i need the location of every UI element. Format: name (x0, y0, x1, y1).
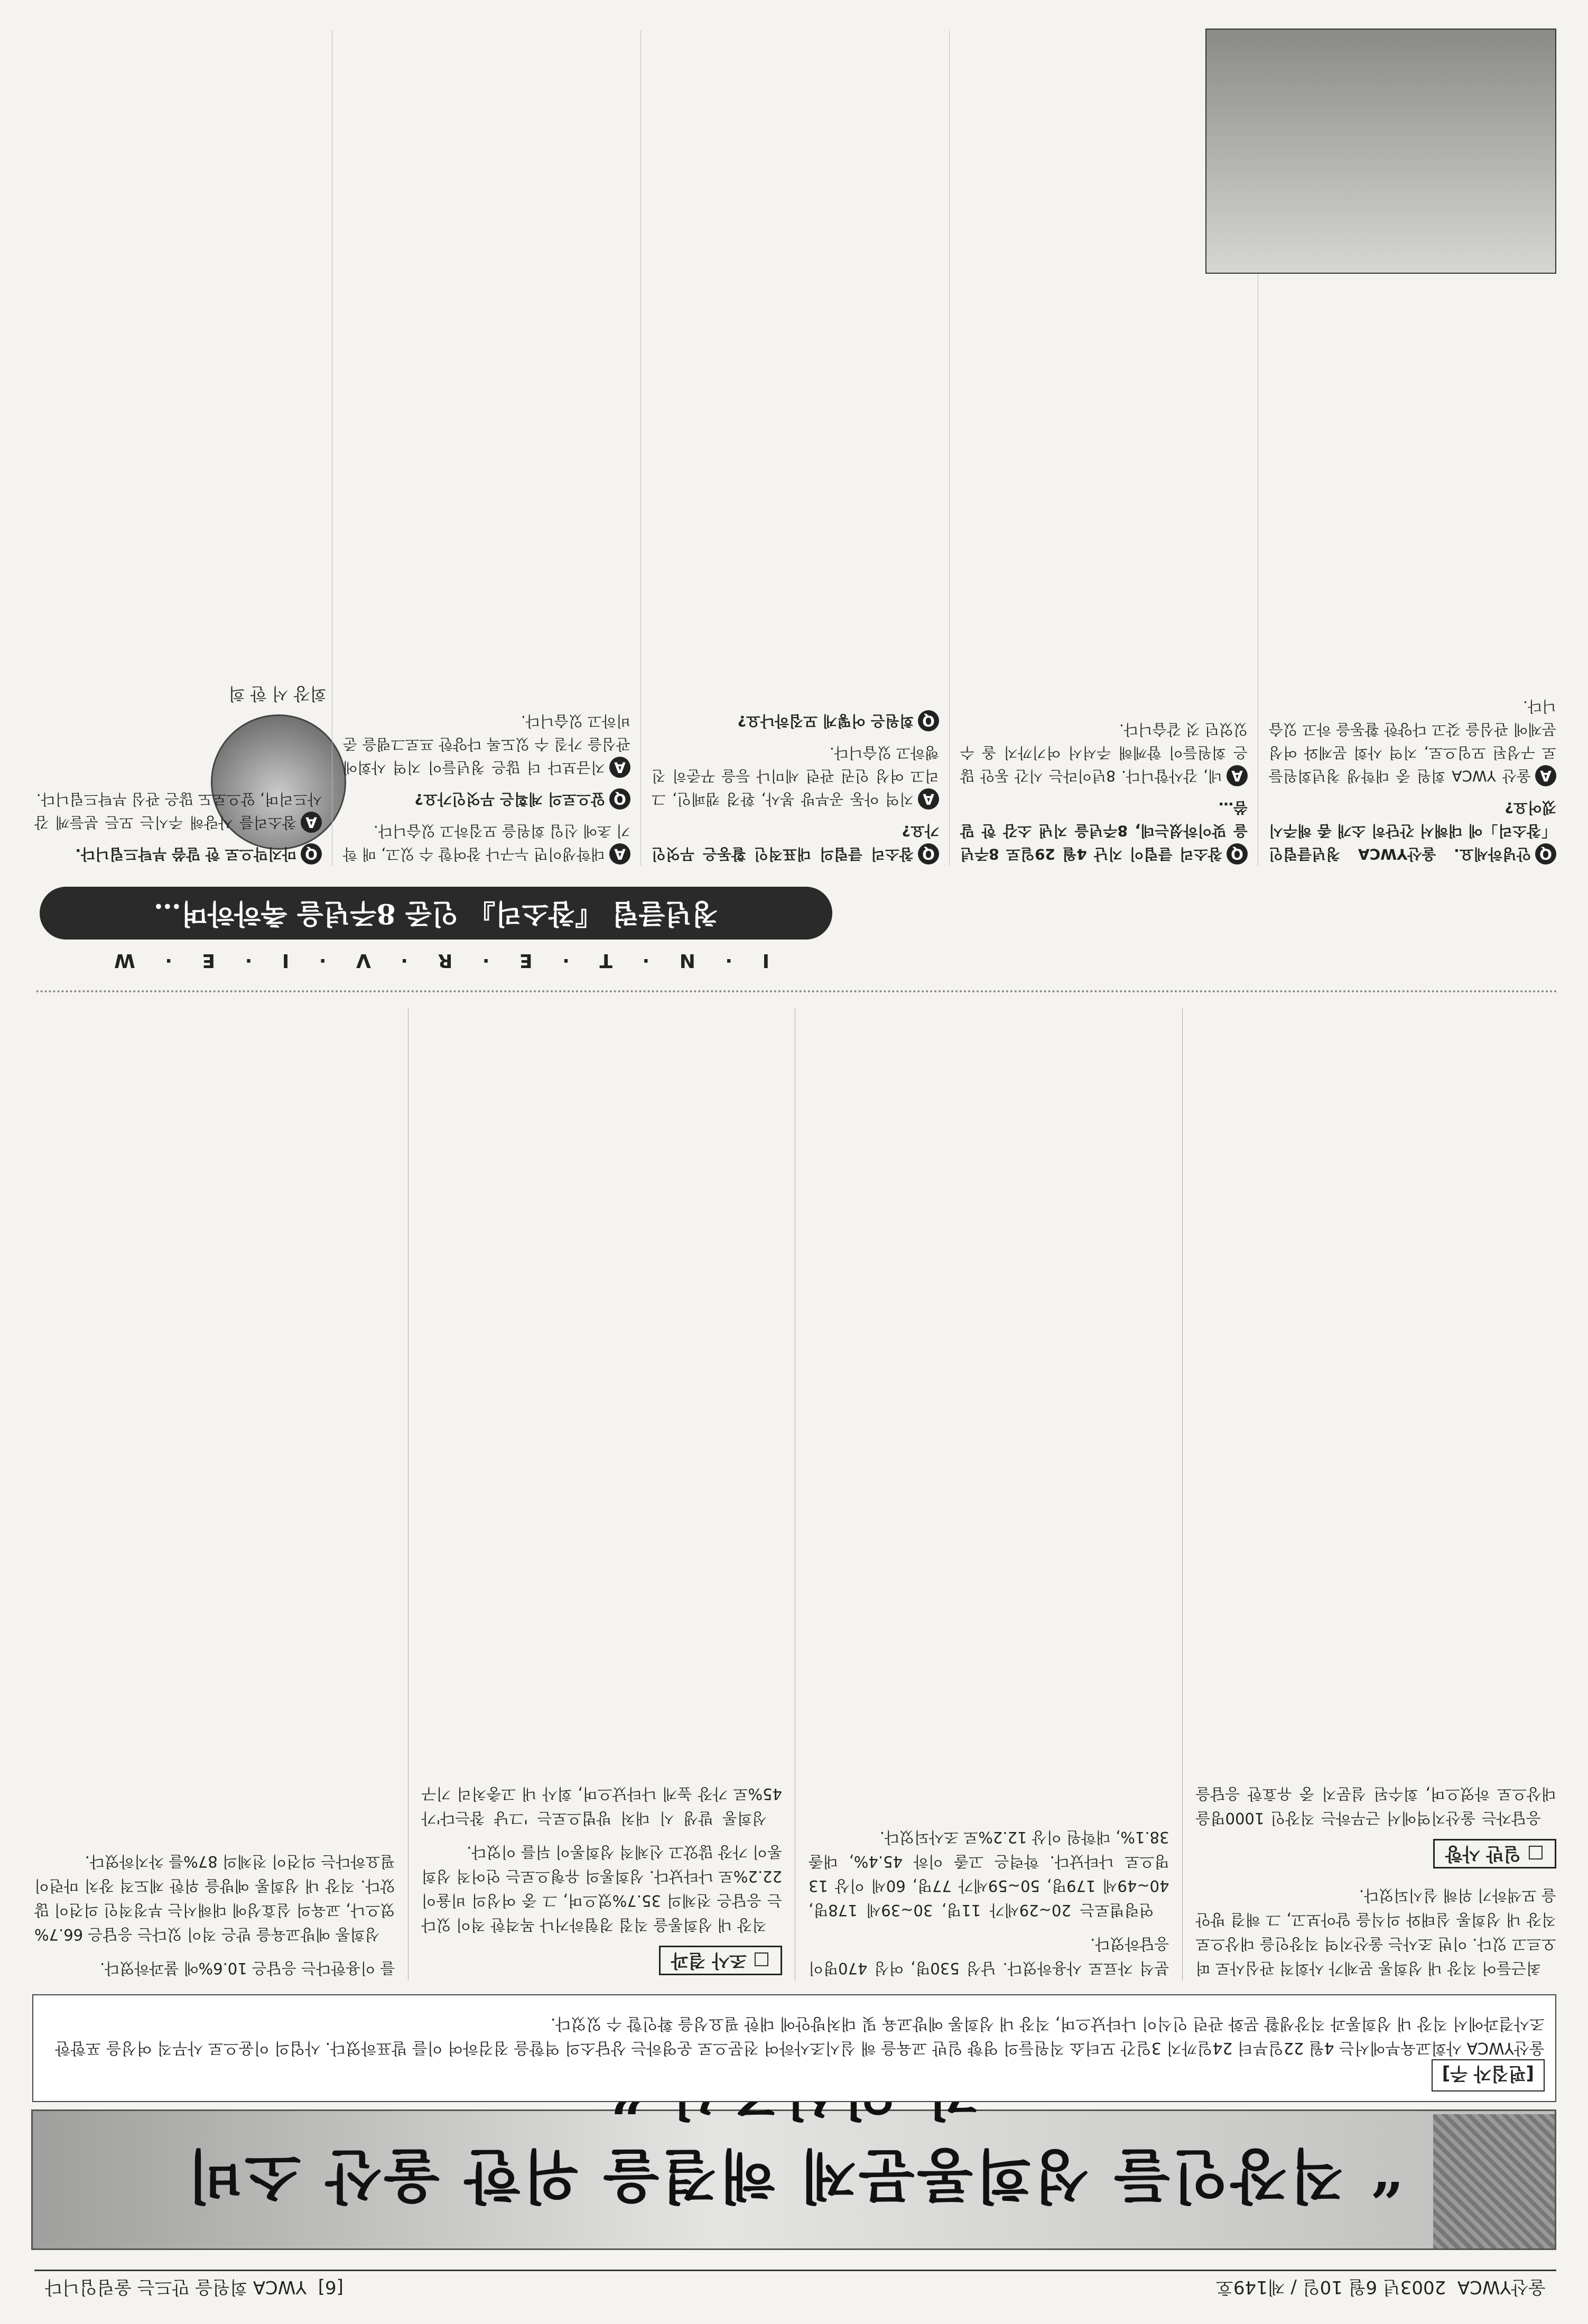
qa-text: 울산 YWCA 회원 중 대학생 청년회원들로 구성된 모임으로, 지역 사회 문제와 여성 문제에 관심을 갖고 다양한 활동을 하고 있습니다. (1269, 698, 1556, 785)
article-paragraph: 응답자는 울산지역에서 근무하는 직장인 1000명을 대상으로 하였으며, 회수된 설문지 중 유효한 응답을 분석 자료로 사용하였다. 남성 530명, 여성 470명이 응답하였다. (809, 1785, 1556, 1977)
answer-mark: A (609, 843, 630, 864)
qa-text: 참소리를 사랑해 주시는 모든 분들께 감사드리며, 앞으로도 많은 관심 부탁드립니다. (34, 791, 322, 831)
issue-number: 2003년 6월 10일 / 제149호 (1216, 2276, 1446, 2298)
interview-answer (343, 819, 630, 866)
answer-mark: A (918, 788, 939, 810)
interview-header (34, 876, 832, 971)
editor-note-tag: [편집자 주] (1432, 2059, 1545, 2091)
section-heading: □ 조사 결과 (659, 1946, 782, 1975)
page-slogan (45, 2271, 343, 2303)
interview-question (960, 796, 1248, 866)
article-paragraph: 연령별로는 20~29세가 11명, 30~39세 178명, 40~49세 179명, 50~59세가 77명, 60세 이상 13명으로 나타났다. 학력은 고졸 이하 45.4%, 대졸 38.1%, 대학원 이상 12.2%로 조사되었다. (809, 1828, 1169, 1919)
qa-text: 참소리 클럽이 지난 4월 29일로 8주년을 맞이하셨는데, 8주년을 지낸 소감 한 말씀… (960, 799, 1248, 863)
question-mark: Q (1227, 843, 1248, 864)
publication-name: 울산YWCA (1457, 2276, 1546, 2298)
interview-label: I · N · T · E · R · V · I · E · W (103, 950, 769, 971)
qa-text: 회원은 어떻게 모집하나요? (737, 712, 914, 730)
banner-photo (1433, 2114, 1555, 2248)
article-title: “ 직장인들 성희롱문제 해결을 위한 울산 소비 (184, 2142, 1403, 2210)
qa-text: 참소리 클럽의 대표적인 활동은 무엇인가요? (652, 822, 939, 863)
qa-text: 안녕하세요. 울산YWCA 청년클럽인 「참소리」에 대해서 간단히 소개 좀 해주시겠어요? (1269, 799, 1556, 863)
interview-answer (343, 709, 630, 779)
interview-answer (652, 741, 939, 811)
interview-answer (960, 718, 1248, 787)
qa-text: 지금보다 더 많은 청년들이 지역 사회에 관심을 가질 수 있도록 다양한 프로그램을 준비하고 있습니다. (343, 712, 630, 776)
answer-mark: A (1227, 765, 1248, 786)
section-divider (34, 990, 1556, 992)
article-paragraph: 성희롱 예방교육을 받은 적이 있다는 응답은 66.7%였으나, 교육의 실효성에 대해서는 부정적인 의견이 많았다. 직장 내 성희롱 예방을 위한 제도적 장치 마련이 필요하다는 의견이 전체의 87%를 차지하였다. (34, 1853, 395, 1944)
interview-question (34, 842, 322, 866)
article-intro: 최근들어 직장 내 성희롱 문제가 사회적 관심사로 떠오르고 있다. 이번 조사는 울산지역 직장인을 대상으로 직장 내 성희롱 실태와 의식을 알아보고, 그 해결 방안을 모색하기 위해 실시되었다. (1195, 1886, 1556, 1977)
qa-text: 지역 아동 공부방 봉사, 환경 캠페인, 그리고 여성 인권 관련 세미나 등을 꾸준히 진행하고 있습니다. (652, 744, 939, 808)
running-header (34, 2270, 1556, 2303)
article-paragraph: 성희롱 발생 시 대처 방법으로는 '그냥 참는다'가 45%로 가장 높게 나타났으며, 회사 내 고충처리 기구를 이용한다는 응답은 10.6%에 불과하였다. (100, 1785, 782, 1977)
question-mark: Q (1535, 843, 1556, 864)
qa-text: 마지막으로 한 말씀 부탁드립니다. (75, 845, 296, 863)
question-mark: Q (301, 843, 322, 864)
question-mark: Q (918, 710, 939, 731)
page-number: [6] (318, 2276, 343, 2298)
article-paragraph: 직장 내 성희롱을 직접 경험하거나 목격한 적이 있다는 응답은 전체의 35.7%였으며, 그 중 여성의 비율이 22.2%로 나타났다. 성희롱의 유형으로는 언어적 성희롱이 가장 많았고 신체적 성희롱이 뒤를 이었다. (421, 1843, 782, 1934)
group-photo (1205, 29, 1556, 274)
survey-article (34, 1008, 1556, 1981)
qa-text: 네, 감사합니다. 8년이라는 시간 동안 많은 회원들이 함께해 주셔서 여기까지 올 수 있었던 것 같습니다. (960, 721, 1248, 785)
qa-text: 앞으로의 계획은 무엇인가요? (414, 791, 605, 808)
interview-question (652, 709, 939, 732)
interviewee-byline: 회장 서 한 희 (228, 684, 327, 704)
interview-question (1269, 796, 1556, 866)
interview-answer (34, 787, 322, 834)
editor-note-text: 울산YWCA 사회교육부에서는 4월 22일부터 24일까지 3일간 모터쇼 직원들의 영향 일반 교육을 해 실시조사하여 전문으로 운영하는 상담소의 역할을 점검하여 이를 발표하였다. 사업의 이윤으로 사무직 여성을 포함한 조사결과에서 직장 내 성희롱과 직장생활 문화 관련 인식이 나타났으며, 직장 내 성희롱 예방교육 및 대처방안에 대한 필요성을 확인할 수 있었다. (55, 2014, 1545, 2057)
interview-question (652, 819, 939, 866)
editor-note (32, 1994, 1556, 2102)
answer-mark: A (301, 812, 322, 833)
question-mark: Q (609, 788, 630, 810)
interview-headline: 청년클럽 『참소리』 인준 8주년을 축하하며… (40, 887, 832, 940)
slogan-text: YWCA 회원을 만드는 울림입니다 (45, 2276, 307, 2298)
section-heading: □ 일반 사항 (1433, 1839, 1556, 1869)
interview-question (343, 787, 630, 811)
title-banner (31, 2109, 1556, 2250)
question-mark: Q (918, 843, 939, 864)
interview-answer (1269, 694, 1556, 787)
issue-info (1216, 2271, 1546, 2303)
answer-mark: A (1535, 765, 1556, 786)
qa-text: 대학생이면 누구나 참여할 수 있고, 매 학기 초에 신입 회원을 모집하고 있습니다. (343, 822, 630, 863)
answer-mark: A (609, 757, 630, 778)
